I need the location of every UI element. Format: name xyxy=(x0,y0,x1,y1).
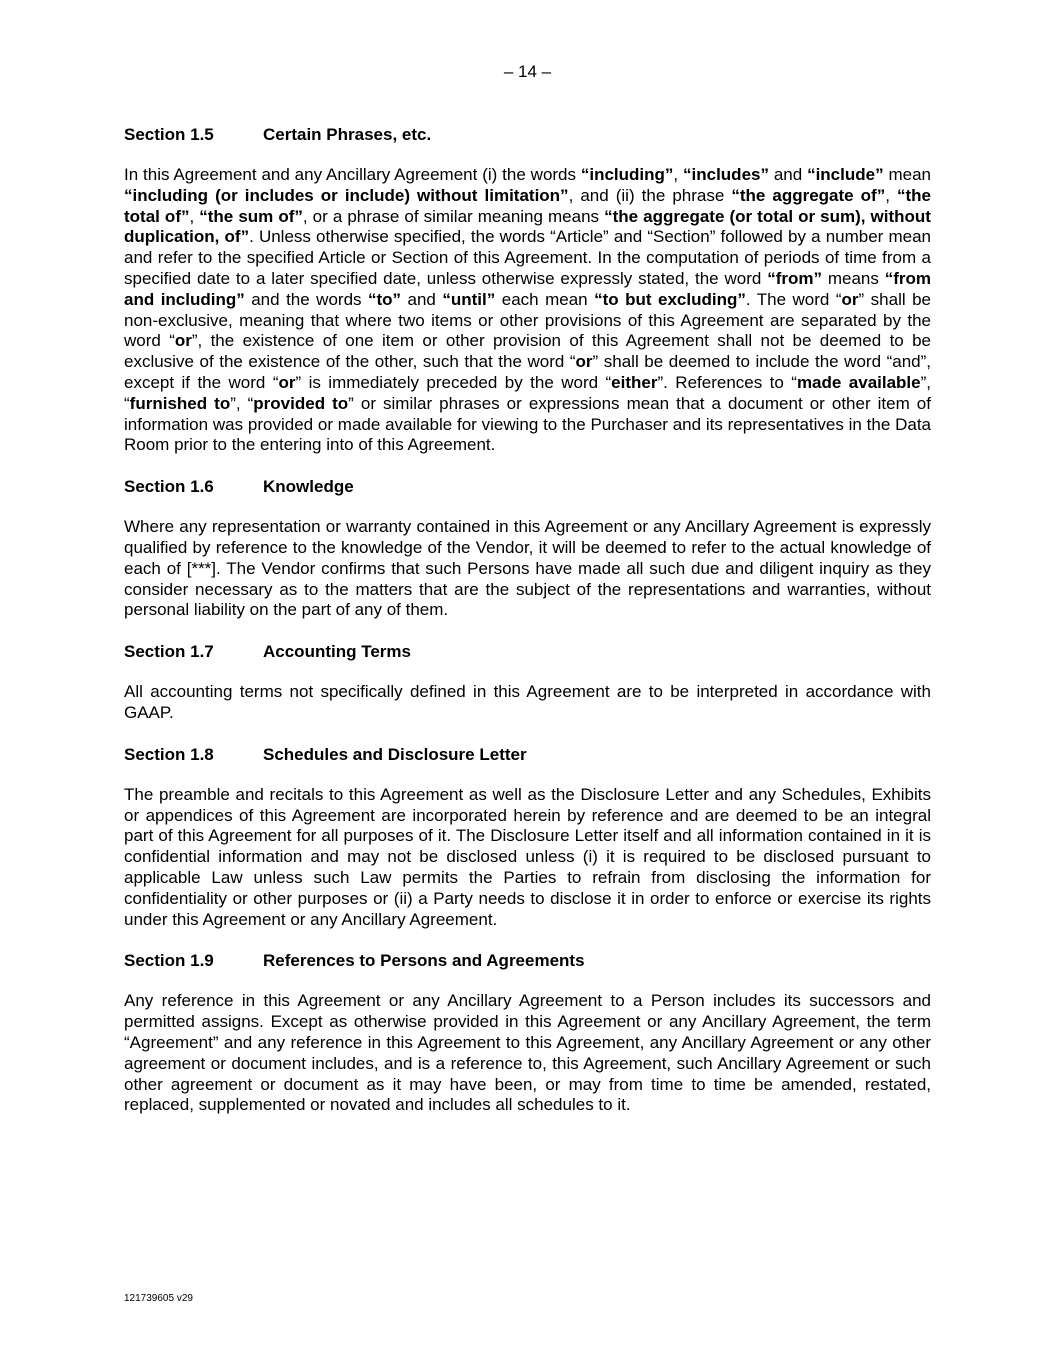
defined-term: “the sum of” xyxy=(199,206,303,226)
defined-term: furnished to xyxy=(129,393,231,413)
section-1-6 xyxy=(124,476,931,621)
section-1-8 xyxy=(124,744,931,931)
defined-term: or xyxy=(174,331,192,351)
text-run: ” shall be deemed to include the word “and”, except if the word “ xyxy=(124,352,931,392)
defined-term: either xyxy=(611,372,658,392)
defined-term: “include” xyxy=(807,165,884,184)
text-run: . The word “ xyxy=(745,289,842,309)
defined-term: provided to xyxy=(253,393,349,413)
defined-term: “from and including” xyxy=(124,268,931,309)
text-run: and xyxy=(768,165,808,184)
text-run: Any reference in this Agreement or any Ancillary Agreement to a Person includes its successors and permitted assigns. Except as otherwise provided in this Agreement or any Ancillary Agreement, the term “Agreement” and any reference in this Agreement to this Agreement, any Ancillary Agreement or any other agreement or document includes, and is a reference to, this Agreement, such Ancillary Agreement or such other agreement or document as it may have been, or may from time to time be amended, restated, replaced, supplemented or novated and includes all schedules to it. xyxy=(124,991,931,1115)
section-1-7 xyxy=(124,641,931,724)
document-id-footer: 121739605 v29 xyxy=(124,1293,193,1304)
text-run: ”, “ xyxy=(124,372,932,413)
text-run: , or a phrase of similar meaning means xyxy=(302,206,605,226)
text-run: ” or similar phrases or expressions mean that a document or other item of information was provided or made available for viewing to the Purchaser and its representatives in the Data Room prior to the entering into of this Agreement. xyxy=(124,393,931,455)
section-1-5 xyxy=(124,124,931,456)
defined-term: “from” xyxy=(767,268,822,288)
text-run: ”, “ xyxy=(230,393,254,413)
section-paragraph xyxy=(124,165,931,456)
text-run: and the words xyxy=(244,289,368,309)
text-run: mean xyxy=(883,165,931,184)
section-number: Section 1.9 xyxy=(124,951,214,971)
section-heading xyxy=(124,124,931,145)
defined-term: “to” xyxy=(368,289,402,309)
section-paragraph xyxy=(124,785,931,931)
section-title: References to Persons and Agreements xyxy=(263,951,585,971)
text-run: each mean xyxy=(495,289,595,309)
defined-term: or xyxy=(278,372,296,392)
defined-term: “the aggregate (or total or sum), without duplication, of” xyxy=(124,206,931,247)
defined-term: “the aggregate of” xyxy=(731,185,886,205)
section-title: Schedules and Disclosure Letter xyxy=(263,744,527,764)
text-run: , and (ii) the phrase xyxy=(568,185,732,205)
section-paragraph xyxy=(124,682,931,724)
text-run: ”. References to “ xyxy=(657,372,797,392)
text-run: ” shall be non-exclusive, meaning that where two items or other provisions of this Agreement are separated by the word “ xyxy=(124,289,932,351)
text-run: ” is immediately preceded by the word “ xyxy=(295,372,612,392)
text-run: All accounting terms not specifically defined in this Agreement are to be interpreted in accordance with GAAP. xyxy=(124,682,931,722)
section-paragraph xyxy=(124,991,931,1116)
text-run: , xyxy=(189,206,200,226)
section-number: Section 1.8 xyxy=(124,744,214,764)
section-heading xyxy=(124,744,931,765)
defined-term: made available xyxy=(796,372,921,392)
section-paragraph xyxy=(124,517,931,621)
defined-term: “until” xyxy=(442,289,496,309)
text-run: ”, the existence of one item or other provision of this Agreement shall not be deemed to be exclusive of the existence of the other, such that the word “ xyxy=(124,331,931,372)
defined-term: “to but excluding” xyxy=(594,289,746,309)
defined-term: or xyxy=(841,289,859,309)
page-number: – 14 – xyxy=(503,62,552,81)
text-run: The preamble and recitals to this Agreement as well as the Disclosure Letter and any Schedules, Exhibits or appendices of this Agreement are incorporated herein by reference and are deemed to be an integral part of this Agreement for all purposes of it. The Disclosure Letter itself and all information contained in it is confidential information and may not be disclosed unless (i) it is required to be disclosed pursuant to applicable Law unless such Law permits the Parties to refrain from disclosing the information for confidentiality or other purposes or (ii) a Party needs to disclose it in order to enforce or exercise its rights under this Agreement or any Ancillary Agreement. xyxy=(124,784,931,929)
text-run: and xyxy=(401,289,443,309)
defined-term: “including (or includes or include) without limitation” xyxy=(124,185,569,205)
section-title: Knowledge xyxy=(263,477,354,497)
defined-term: “the total of” xyxy=(124,185,931,226)
section-title: Accounting Terms xyxy=(263,642,411,662)
defined-term: or xyxy=(575,352,593,372)
text-run: means xyxy=(821,268,885,288)
section-number: Section 1.7 xyxy=(124,642,214,662)
text-run: , xyxy=(885,185,897,205)
text-run: In this Agreement and any Ancillary Agreement (i) the words xyxy=(124,165,581,184)
section-title: Certain Phrases, etc. xyxy=(263,125,432,144)
section-number: Section 1.6 xyxy=(124,477,214,497)
defined-term: “including” xyxy=(580,165,674,184)
section-1-9 xyxy=(124,950,931,1116)
text-run: , xyxy=(673,165,684,184)
defined-term: “includes” xyxy=(683,165,769,184)
text-run: . Unless otherwise specified, the words “Article” and “Section” followed by a number mean and refer to the specified Article or Section of this Agreement. In the computation of periods of time from a specified date to a later specified date, unless otherwise expressly stated, the word xyxy=(124,227,932,288)
section-heading xyxy=(124,950,931,971)
section-heading xyxy=(124,641,931,662)
section-number: Section 1.5 xyxy=(124,125,214,144)
section-heading xyxy=(124,476,931,497)
text-run: Where any representation or warranty contained in this Agreement or any Ancillary Agreement is expressly qualified by reference to the knowledge of the Vendor, it will be deemed to refer to the actual knowledge of each of [***]. The Vendor confirms that such Persons have made all such due and diligent inquiry as they consider necessary as to the matters that are the subject of the representations and warranties, without personal liability on the part of any of them. xyxy=(124,517,931,620)
document-body xyxy=(124,124,931,1136)
